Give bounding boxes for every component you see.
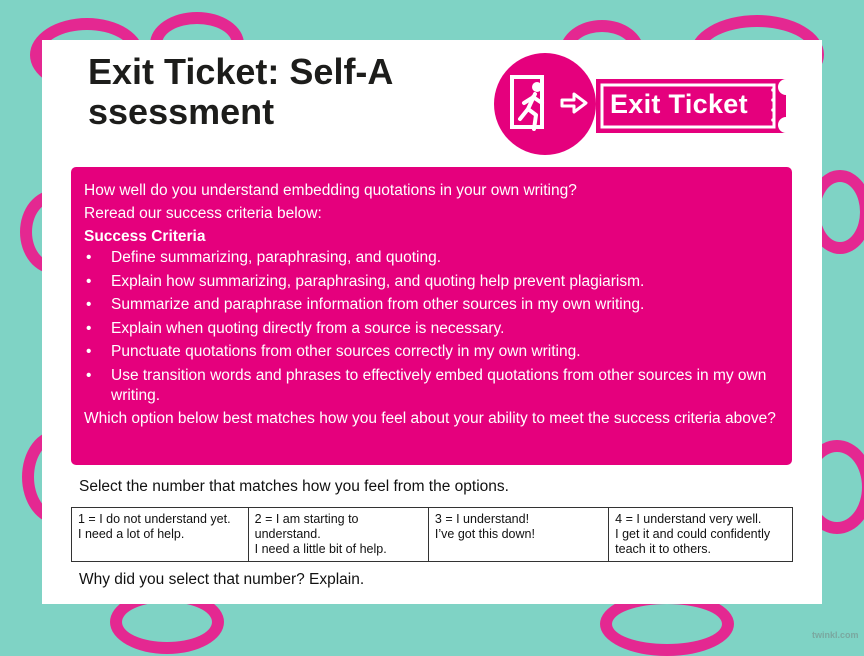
rating-option-2[interactable]: 2 = I am starting to understand. I need a little bit of help. <box>248 508 428 562</box>
table-row <box>72 508 793 562</box>
select-instruction: Select the number that matches how you feel from the options. <box>79 478 509 495</box>
criteria-list <box>84 248 778 406</box>
explain-prompt: Why did you select that number? Explain. <box>79 571 365 588</box>
rating-option-1[interactable]: 1 = I do not understand yet. I need a lot of help. <box>72 508 249 562</box>
exit-ticket-label: Exit Ticket <box>610 89 748 119</box>
rating-option-4[interactable]: 4 = I understand very well. I get it and could confidently teach it to others. <box>609 508 793 562</box>
reread-instruction: Reread our success criteria below: <box>84 205 322 222</box>
arrow-right-icon <box>562 94 586 112</box>
list-item: • Explain when quoting directly from a source is necessary. <box>86 319 505 337</box>
list-item: • Use transition words and phrases to effectively embed quotations from other sources in my own writing. <box>86 366 767 404</box>
rating-scale-table <box>71 507 793 562</box>
rating-option-3[interactable]: 3 = I understand! I’ve got this down! <box>428 508 608 562</box>
list-item: • Summarize and paraphrase information from other sources in my own writing. <box>86 296 645 313</box>
understanding-question: How well do you understand embedding quotations in your own writing? <box>84 182 577 199</box>
list-item: • Explain how summarizing, paraphrasing, and quoting help prevent plagiarism. <box>86 272 645 290</box>
exit-door-runner-icon <box>494 53 596 155</box>
self-rating-question: Which option below best matches how you feel about your ability to meet the success criteria above? <box>84 410 776 427</box>
list-item: • Define summarizing, paraphrasing, and quoting. <box>86 249 441 266</box>
success-criteria-panel <box>71 167 792 465</box>
criteria-heading: Success Criteria <box>84 228 206 245</box>
list-item: • Punctuate quotations from other sources correctly in my own writing. <box>86 343 581 360</box>
exit-ticket-badge <box>596 79 795 133</box>
brand-logo: twinkl.com <box>812 630 859 640</box>
page-title: Exit Ticket: Self-Assessment <box>88 51 394 132</box>
